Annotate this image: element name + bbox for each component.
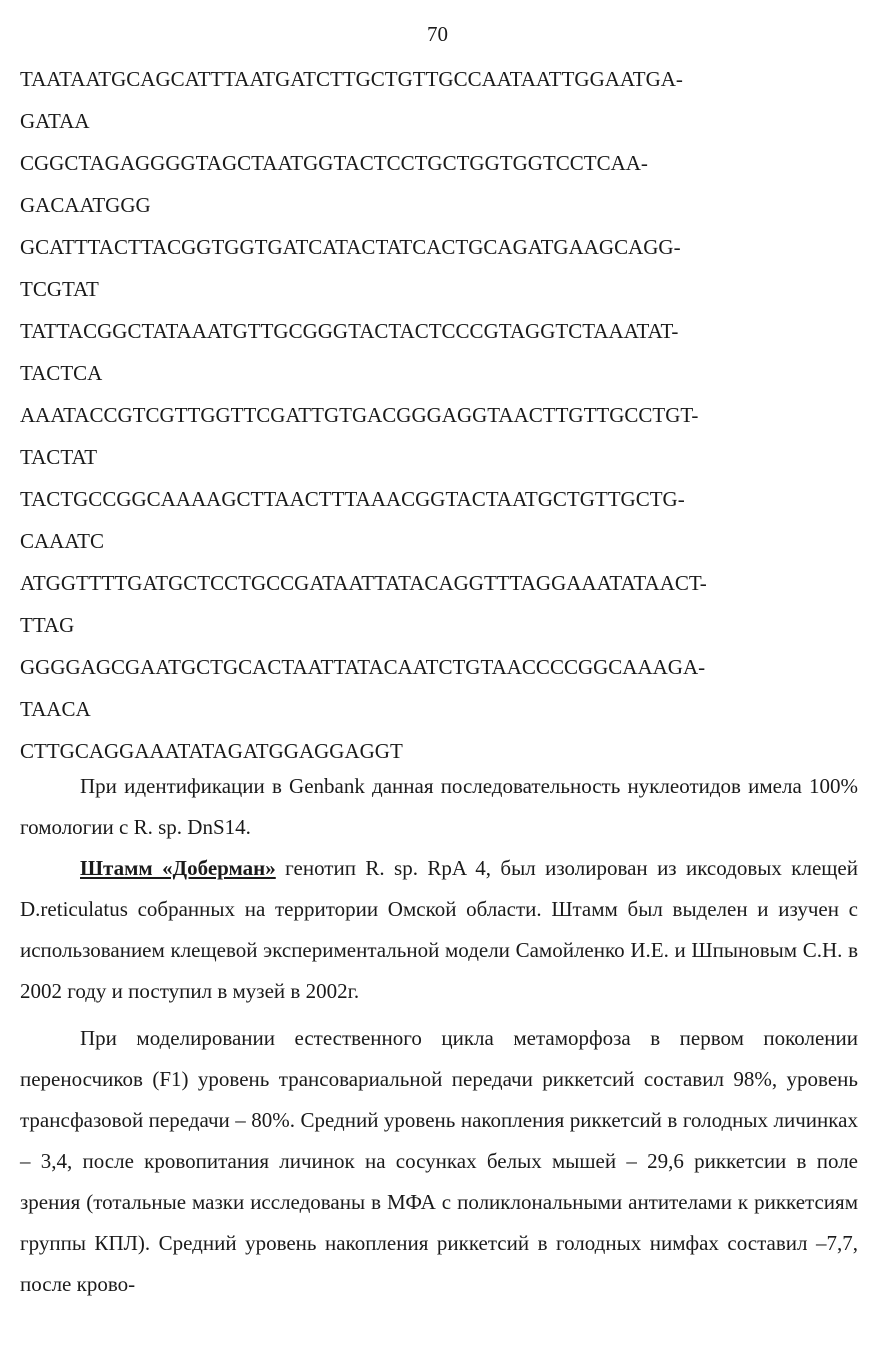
sequence-line: CTTGCAGGAAATATAGATGGAGGAGGT bbox=[20, 739, 403, 763]
strain-description: генотип R. sp. RpA 4, был изолирован из иксодовых клещей D.reticulatus собранных на территории Омской области. Штамм был выделен и изучен с использованием клещевой экспериментальной модели Самойленко И.Е. и Шпыновым С.Н. в 2002 году и поступил в музей в 2002г. bbox=[20, 856, 858, 1003]
paragraph-text: При идентификации в Genbank данная последовательность нуклеотидов имела 100% гомологии с R. sp. DnS14. bbox=[20, 774, 858, 839]
sequence-line: GATAA bbox=[20, 109, 90, 133]
sequence-line: GACAATGGG bbox=[20, 193, 151, 217]
sequence-line: TTAG bbox=[20, 613, 75, 637]
page-number: 70 bbox=[427, 22, 448, 46]
sequence-line: CAAATC bbox=[20, 529, 105, 553]
nucleotide-sequence bbox=[20, 58, 860, 772]
paragraph-text bbox=[20, 848, 858, 1012]
paragraph-text: При моделировании естественного цикла метаморфоза в первом поколении переносчиков (F1) уровень трансовариальной передачи риккетсий составил 98%, уровень трансфазовой передачи – 80%. Средний уровень накопления риккетсий в голодных личинках – 3,4, после кровопитания личинок на сосунках белых мышей – 29,6 риккетсии в поле зрения (тотальные мазки исследованы в МФА с поликлональными антителами к риккетсиям группы КПЛ). Средний уровень накопления риккетсий в голодных нимфах составил –7,7, после крово- bbox=[20, 1026, 858, 1296]
sequence-line: TACTCA bbox=[20, 361, 103, 385]
sequence-line: TAATAATGCAGCATTTAATGATCTTGCTGTTGCCAATAATTGGAATGA- bbox=[20, 67, 683, 91]
sequence-line: TAACA bbox=[20, 697, 91, 721]
sequence-line: ATGGTTTTGATGCTCCTGCCGATAATTATACAGGTTTAGGAAATATAACT- bbox=[20, 571, 707, 595]
sequence-line: TCGTAT bbox=[20, 277, 99, 301]
sequence-line: TACTGCCGGCAAAAGCTTAACTTTAAACGGTACTAATGCTGTTGCTG- bbox=[20, 487, 685, 511]
strain-name: Штамм «Доберман» bbox=[80, 856, 276, 880]
sequence-line: TACTAT bbox=[20, 445, 98, 469]
paragraph-genbank-identification bbox=[20, 766, 858, 848]
paragraph-strain-doberman bbox=[20, 848, 858, 1012]
sequence-line: TATTACGGCTATAAATGTTGCGGGTACTACTCCCGTAGGTCTAAATAT- bbox=[20, 319, 679, 343]
paragraph-metamorphosis-cycle bbox=[20, 1018, 858, 1305]
sequence-line: GCATTTACTTACGGTGGTGATCATACTATCACTGCAGATGAAGCAGG- bbox=[20, 235, 681, 259]
sequence-line: CGGCTAGAGGGGTAGCTAATGGTACTCCTGCTGGTGGTCCTCAA- bbox=[20, 151, 648, 175]
sequence-line: AAATACCGTCGTTGGTTCGATTGTGACGGGAGGTAACTTGTTGCCTGT- bbox=[20, 403, 699, 427]
sequence-line: GGGGAGCGAATGCTGCACTAATTATACAATCTGTAACCCCGGCAAAGA- bbox=[20, 655, 706, 679]
